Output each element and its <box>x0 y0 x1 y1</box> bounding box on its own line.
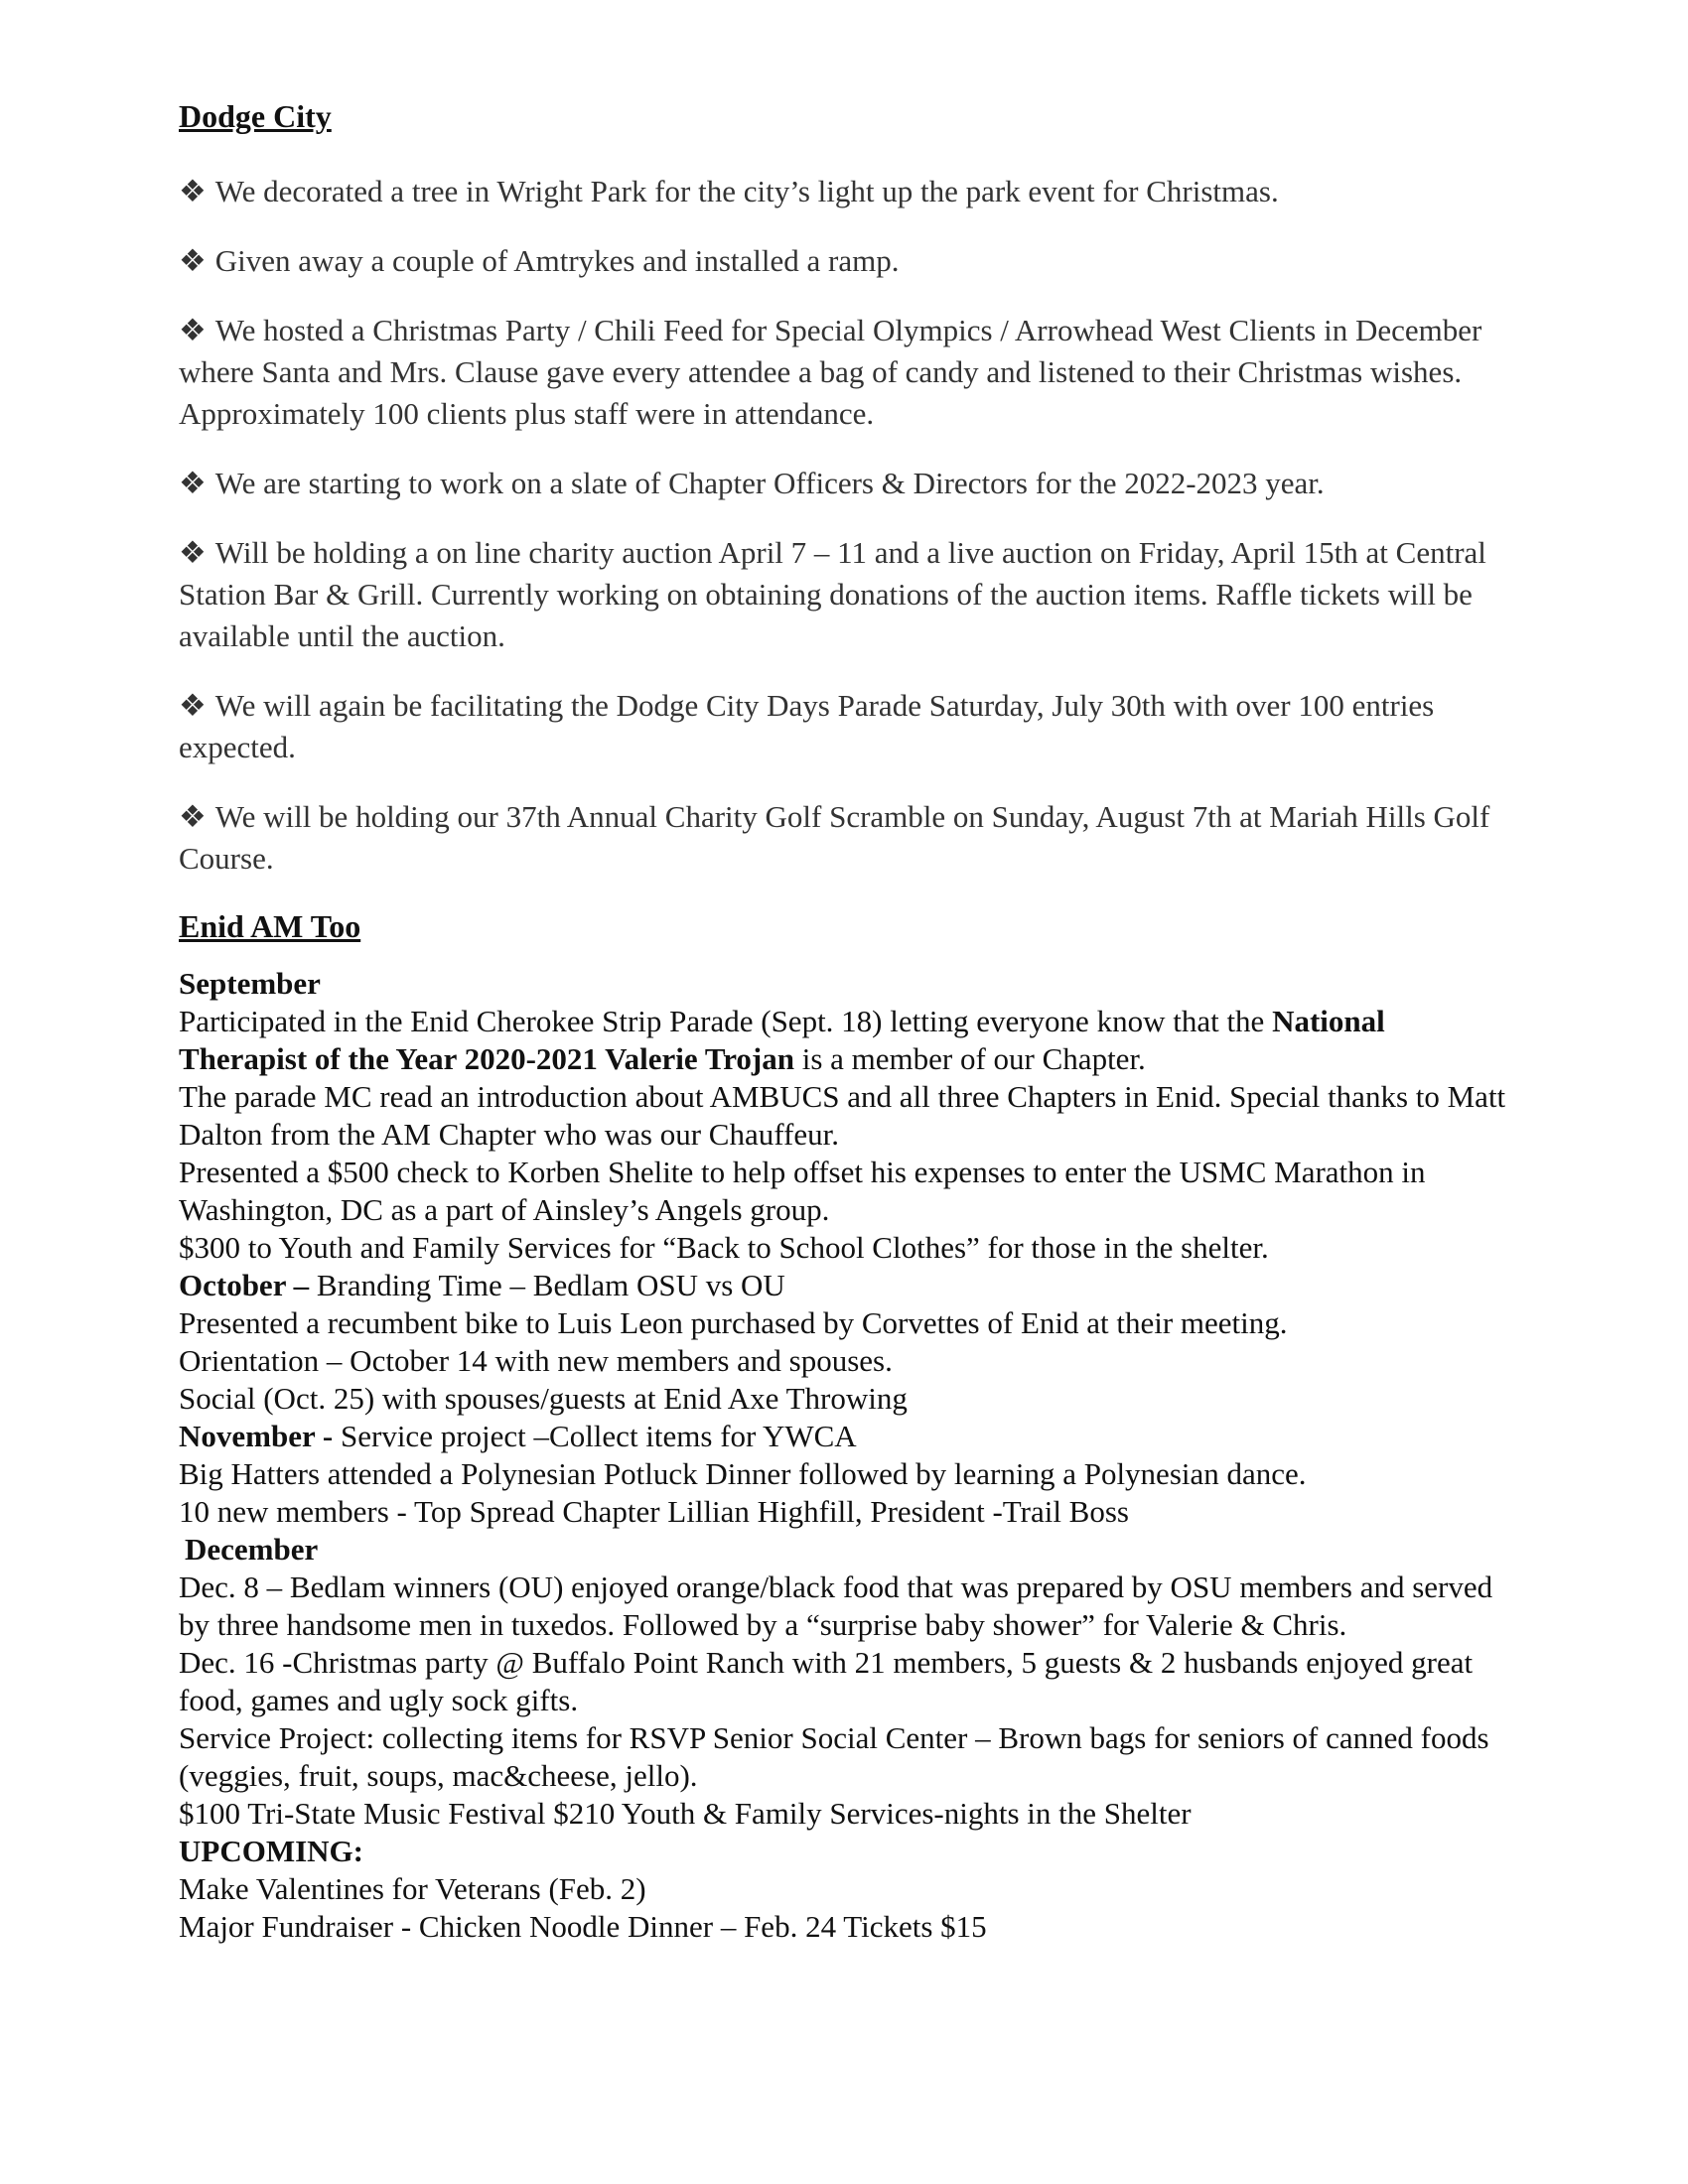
october-bike: Presented a recumbent bike to Luis Leon purchased by Corvettes of Enid at their meeting. <box>179 1305 1288 1340</box>
enid-heading: Enid AM Too <box>179 908 361 944</box>
december-donations: $100 Tri-State Music Festival $210 Youth & Family Services-nights in the Shelter <box>179 1796 1192 1831</box>
december-label: December <box>185 1532 319 1567</box>
september-parade: Participated in the Enid Cherokee Strip Parade (Sept. 18) letting everyone know that the National Therapist of the Year 2020-2021 Valerie Trojan is a member of our Chapter. <box>179 1004 1385 1076</box>
september-youth: $300 to Youth and Family Services for “Back to School Clothes” for those in the shelter. <box>179 1230 1269 1265</box>
october-orientation: Orientation – October 14 with new members and spouses. <box>179 1343 893 1378</box>
september-mc: The parade MC read an introduction about AMBUCS and all three Chapters in Enid. Special thanks to Matt Dalton from the AM Chapter who was our Chauffeur. <box>179 1079 1506 1152</box>
october-social: Social (Oct. 25) with spouses/guests at Enid Axe Throwing <box>179 1381 908 1416</box>
bullet-icon: ❖ <box>179 535 207 570</box>
list-item: ❖ We will again be facilitating the Dodge City Days Parade Saturday, July 30th with over 100 entries expected. <box>179 688 1435 764</box>
dodge-city-heading: Dodge City <box>179 98 332 134</box>
enid-section <box>179 965 1509 1946</box>
bullet-icon: ❖ <box>179 799 207 834</box>
document-page <box>179 97 1509 1946</box>
list-item: ❖ Given away a couple of Amtrykes and installed a ramp. <box>179 243 900 278</box>
bullet-icon: ❖ <box>179 243 207 278</box>
bullet-icon: ❖ <box>179 688 207 723</box>
list-item: ❖ We hosted a Christmas Party / Chili Feed for Special Olympics / Arrowhead West Clients in December where Santa and Mrs. Clause gave every attendee a bag of candy and listened to their Christmas wishes. Approximately 100 clients plus staff were in attendance. <box>179 313 1482 431</box>
bullet-icon: ❖ <box>179 174 207 208</box>
list-item: ❖ We are starting to work on a slate of Chapter Officers & Directors for the 2022-2023 year. <box>179 466 1325 500</box>
bullet-icon: ❖ <box>179 313 207 347</box>
november-line: November - Service project –Collect items for YWCA <box>179 1419 857 1453</box>
upcoming-label: UPCOMING: <box>179 1834 363 1868</box>
october-line: October – Branding Time – Bedlam OSU vs OU <box>179 1268 785 1302</box>
november-potluck: Big Hatters attended a Polynesian Potluck Dinner followed by learning a Polynesian dance. <box>179 1456 1307 1491</box>
december-bedlam: Dec. 8 – Bedlam winners (OU) enjoyed orange/black food that was prepared by OSU members and served by three handsome men in tuxedos. Followed by a “surprise baby shower” for Valerie & Chris. <box>179 1570 1493 1642</box>
bullet-icon: ❖ <box>179 466 207 500</box>
december-party: Dec. 16 -Christmas party @ Buffalo Point Ranch with 21 members, 5 guests & 2 husbands enjoyed great food, games and ugly sock gifts. <box>179 1645 1474 1717</box>
december-service: Service Project: collecting items for RSVP Senior Social Center – Brown bags for seniors of canned foods (veggies, fruit, soups, mac&cheese, jello). <box>179 1720 1489 1793</box>
list-item: ❖ Will be holding a on line charity auction April 7 – 11 and a live auction on Friday, April 15th at Central Station Bar & Grill. Currently working on obtaining donations of the auction items. Raffle tickets will be available until the auction. <box>179 535 1486 653</box>
upcoming-valentines: Make Valentines for Veterans (Feb. 2) <box>179 1871 646 1906</box>
november-members: 10 new members - Top Spread Chapter Lillian Highfill, President -Trail Boss <box>179 1494 1129 1529</box>
list-item: ❖ We will be holding our 37th Annual Charity Golf Scramble on Sunday, August 7th at Mariah Hills Golf Course. <box>179 799 1490 876</box>
list-item: ❖ We decorated a tree in Wright Park for the city’s light up the park event for Christmas. <box>179 174 1279 208</box>
september-label: September <box>179 966 321 1001</box>
upcoming-fundraiser: Major Fundraiser - Chicken Noodle Dinner – Feb. 24 Tickets $15 <box>179 1909 987 1944</box>
september-check: Presented a $500 check to Korben Shelite to help offset his expenses to enter the USMC Marathon in Washington, DC as a part of Ainsley’s Angels group. <box>179 1155 1426 1227</box>
dodge-city-list <box>179 171 1509 880</box>
